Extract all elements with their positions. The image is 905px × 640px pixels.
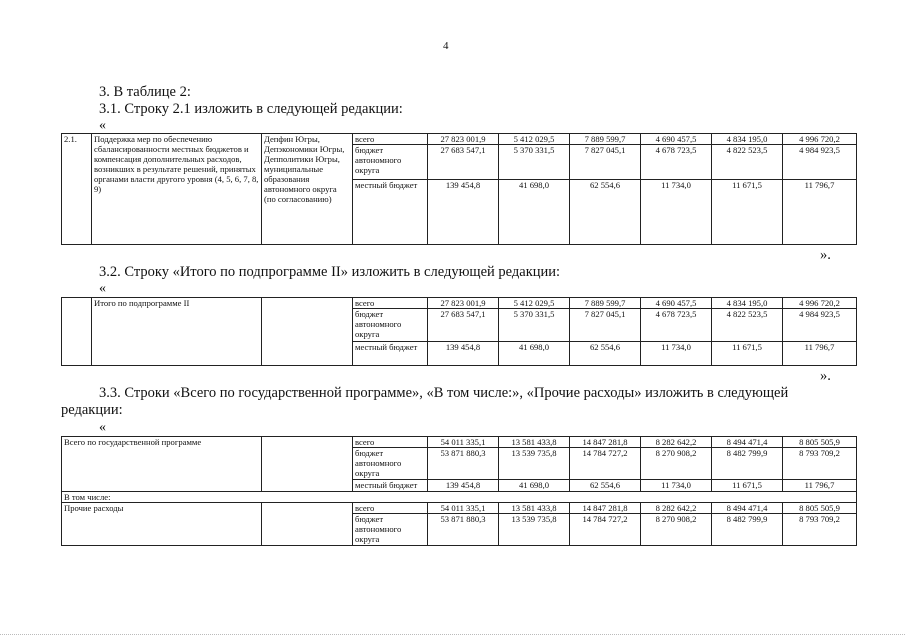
value-cell: 4 996 720,2 [783, 134, 857, 145]
value-cell: 8 270 908,2 [641, 514, 712, 546]
open-quote-3: « [99, 420, 106, 435]
value-cell: 4 834 195,0 [712, 134, 783, 145]
value-cell: 14 784 727,2 [570, 514, 641, 546]
value-cell: 8 282 642,2 [641, 503, 712, 514]
value-cell: 4 678 723,5 [641, 309, 712, 342]
value-cell: 62 554,6 [570, 480, 641, 492]
value-cell: 139 454,8 [428, 342, 499, 366]
value-cell: 7 889 599,7 [570, 298, 641, 309]
close-quote-1: ». [820, 247, 831, 263]
value-cell: 11 734,0 [641, 180, 712, 245]
page-bottom-edge [0, 634, 905, 635]
value-cell: 11 796,7 [783, 180, 857, 245]
value-cell: 41 698,0 [499, 180, 570, 245]
value-cell: 13 581 433,8 [499, 503, 570, 514]
executor: Депфин Югры, Депэкономики Югры, Депполитики Югры, муниципальные образования автономного округа (по согласованию) [262, 134, 353, 245]
value-cell: 11 734,0 [641, 480, 712, 492]
table-row [62, 134, 857, 145]
including-label: В том числе: [62, 492, 857, 503]
value-cell: 5 370 331,5 [499, 309, 570, 342]
value-cell: 13 539 735,8 [499, 448, 570, 480]
value-cell: 8 805 505,9 [783, 437, 857, 448]
value-cell: 139 454,8 [428, 480, 499, 492]
funding-source: всего [353, 134, 428, 145]
value-cell: 4 822 523,5 [712, 145, 783, 180]
value-cell: 8 793 709,2 [783, 514, 857, 546]
value-cell: 11 671,5 [712, 342, 783, 366]
value-cell: 8 793 709,2 [783, 448, 857, 480]
measure-name: Поддержка мер по обеспечению сбалансированности местных бюджетов и компенсация дополнительных расходов, возникших в результате решений, принятых органами власти другого уровня (4, 5, 6, 7, 8, 9) [92, 134, 262, 245]
open-quote-1: « [99, 118, 106, 133]
value-cell: 8 270 908,2 [641, 448, 712, 480]
value-cell: 41 698,0 [499, 480, 570, 492]
value-cell: 11 671,5 [712, 480, 783, 492]
value-cell: 8 482 799,9 [712, 514, 783, 546]
empty-cell [262, 437, 353, 492]
value-cell: 27 823 001,9 [428, 134, 499, 145]
table-row [62, 503, 857, 514]
row-number: 2.1. [62, 134, 92, 245]
table-row [62, 437, 857, 448]
table-subtotal [61, 297, 857, 366]
item-3-2-text: 3.2. Строку «Итого по подпрограмме II» изложить в следующей редакции: [99, 264, 561, 280]
empty-cell [262, 298, 353, 366]
close-quote-2: ». [820, 368, 831, 384]
value-cell: 5 370 331,5 [499, 145, 570, 180]
value-cell: 4 678 723,5 [641, 145, 712, 180]
other-expenses-name: Прочие расходы [62, 503, 262, 546]
value-cell: 53 871 880,3 [428, 448, 499, 480]
value-cell: 5 412 029,5 [499, 298, 570, 309]
value-cell: 14 847 281,8 [570, 437, 641, 448]
table-row-2-1 [61, 133, 857, 245]
value-cell: 7 827 045,1 [570, 309, 641, 342]
item-3-1-text: 3.1. Строку 2.1 изложить в следующей редакции: [99, 101, 403, 117]
funding-source: всего [353, 298, 428, 309]
value-cell: 11 734,0 [641, 342, 712, 366]
value-cell: 27 823 001,9 [428, 298, 499, 309]
table-row [62, 298, 857, 309]
value-cell: 4 690 457,5 [641, 298, 712, 309]
value-cell: 62 554,6 [570, 180, 641, 245]
value-cell: 4 822 523,5 [712, 309, 783, 342]
funding-source: местный бюджет [353, 342, 428, 366]
funding-source: местный бюджет [353, 180, 428, 245]
open-quote-2: « [99, 281, 106, 296]
funding-source: местный бюджет [353, 480, 428, 492]
funding-source: бюджет автономного округа [353, 448, 428, 480]
table-program-total [61, 436, 857, 546]
value-cell: 41 698,0 [499, 342, 570, 366]
funding-source: бюджет автономного округа [353, 514, 428, 546]
funding-source: бюджет автономного округа [353, 145, 428, 180]
value-cell: 53 871 880,3 [428, 514, 499, 546]
value-cell: 62 554,6 [570, 342, 641, 366]
value-cell: 11 796,7 [783, 480, 857, 492]
funding-source: всего [353, 503, 428, 514]
page-number: 4 [443, 40, 449, 52]
value-cell: 11 671,5 [712, 180, 783, 245]
value-cell: 4 834 195,0 [712, 298, 783, 309]
item-3-3-text: 3.3. Строки «Всего по государственной программе», «В том числе:», «Прочие расходы» изложить в следующей [99, 385, 789, 401]
value-cell: 8 494 471,4 [712, 437, 783, 448]
value-cell: 8 482 799,9 [712, 448, 783, 480]
value-cell: 139 454,8 [428, 180, 499, 245]
value-cell: 11 796,7 [783, 342, 857, 366]
value-cell: 4 984 923,5 [783, 309, 857, 342]
value-cell: 13 539 735,8 [499, 514, 570, 546]
heading-table-2: 3. В таблице 2: [99, 84, 191, 100]
value-cell: 4 690 457,5 [641, 134, 712, 145]
funding-source: всего [353, 437, 428, 448]
value-cell: 14 847 281,8 [570, 503, 641, 514]
value-cell: 8 494 471,4 [712, 503, 783, 514]
value-cell: 5 412 029,5 [499, 134, 570, 145]
value-cell: 27 683 547,1 [428, 309, 499, 342]
empty-cell [62, 298, 92, 366]
value-cell: 14 784 727,2 [570, 448, 641, 480]
value-cell: 13 581 433,8 [499, 437, 570, 448]
value-cell: 4 984 923,5 [783, 145, 857, 180]
table-row [62, 492, 857, 503]
value-cell: 54 011 335,1 [428, 437, 499, 448]
program-total-name: Всего по государственной программе [62, 437, 262, 492]
funding-source: бюджет автономного округа [353, 309, 428, 342]
item-3-3-text-cont: редакции: [61, 402, 123, 418]
value-cell: 54 011 335,1 [428, 503, 499, 514]
value-cell: 7 827 045,1 [570, 145, 641, 180]
subtotal-name: Итого по подпрограмме II [92, 298, 262, 366]
empty-cell [262, 503, 353, 546]
value-cell: 8 282 642,2 [641, 437, 712, 448]
value-cell: 7 889 599,7 [570, 134, 641, 145]
value-cell: 4 996 720,2 [783, 298, 857, 309]
value-cell: 8 805 505,9 [783, 503, 857, 514]
value-cell: 27 683 547,1 [428, 145, 499, 180]
